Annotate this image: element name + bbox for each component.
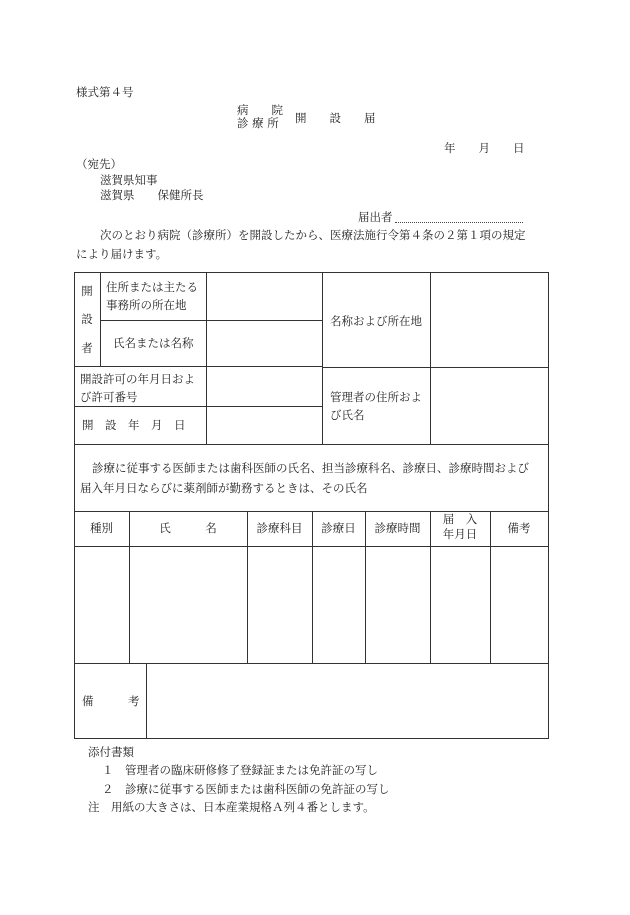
col-entry-date-top: 届 入 (442, 512, 478, 526)
manager-label: 管理者の住所および氏名 (330, 390, 422, 422)
staff-note-line1: 診療に従事する医師または歯科医師の氏名、担当診療科名、診療日、診療時間および (92, 461, 529, 475)
facility-label: 名称および所在地 (330, 314, 422, 328)
addressee-health-center: 滋賀県 保健所長 (100, 188, 204, 202)
statement-line2: により届けます。 (76, 247, 168, 261)
col-remarks: 備考 (507, 521, 531, 535)
staff-note-line2: 届入年月日ならびに薬剤師が勤務するときは、その氏名 (80, 481, 368, 495)
col-day: 診療日 (321, 521, 356, 535)
col-type: 種別 (90, 521, 113, 535)
address-label: 住所または主たる事務所の所在地 (106, 280, 198, 312)
addressee-label: （宛先） (76, 157, 122, 171)
kaisetsusha-char-2: 設 (81, 312, 93, 326)
applicant-label: 届出者 (358, 210, 393, 224)
form-number: 様式第４号 (76, 85, 134, 99)
title-hospital: 病 院 (237, 103, 283, 117)
attachment-item-1: １ 管理者の臨床研修修了登録証または免許証の写し (102, 763, 378, 777)
col-hours: 診療時間 (374, 521, 421, 535)
col-entry-date (430, 512, 490, 542)
col-dept: 診療科目 (256, 521, 303, 535)
biko-label: 備 考 (82, 694, 140, 708)
attachment-item-2: ２ 診療に従事する医師または歯科医師の免許証の写し (102, 782, 390, 796)
col-entry-date-bottom: 年月日 (442, 527, 478, 541)
kaisetsusha-char-3: 者 (81, 341, 93, 355)
title-main: 開 設 届 (295, 111, 376, 125)
applicant-signature-line (395, 222, 523, 223)
date-line: 年 月 日 (444, 141, 525, 155)
kaisetsusha-char-1: 開 (81, 284, 93, 298)
paper-size-note: 注 用紙の大きさは、日本産業規格Ａ列４番とします。 (88, 800, 375, 814)
title-clinic: 診 療 所 (237, 116, 279, 130)
attachments-heading: 添付書類 (88, 745, 134, 759)
col-name: 氏 名 (159, 521, 217, 535)
title-facility-type (237, 104, 283, 130)
addressee-governor: 滋賀県知事 (100, 173, 158, 187)
permit-label: 開設許可の年月日および許可番号 (80, 372, 195, 404)
open-date-label: 開 設 年 月 日 (82, 418, 186, 432)
name-label: 氏名または名称 (113, 336, 194, 350)
statement-line1: 次のとおり病院（診療所）を開設したから、医療法施行令第４条の２第１項の規定 (100, 228, 526, 242)
